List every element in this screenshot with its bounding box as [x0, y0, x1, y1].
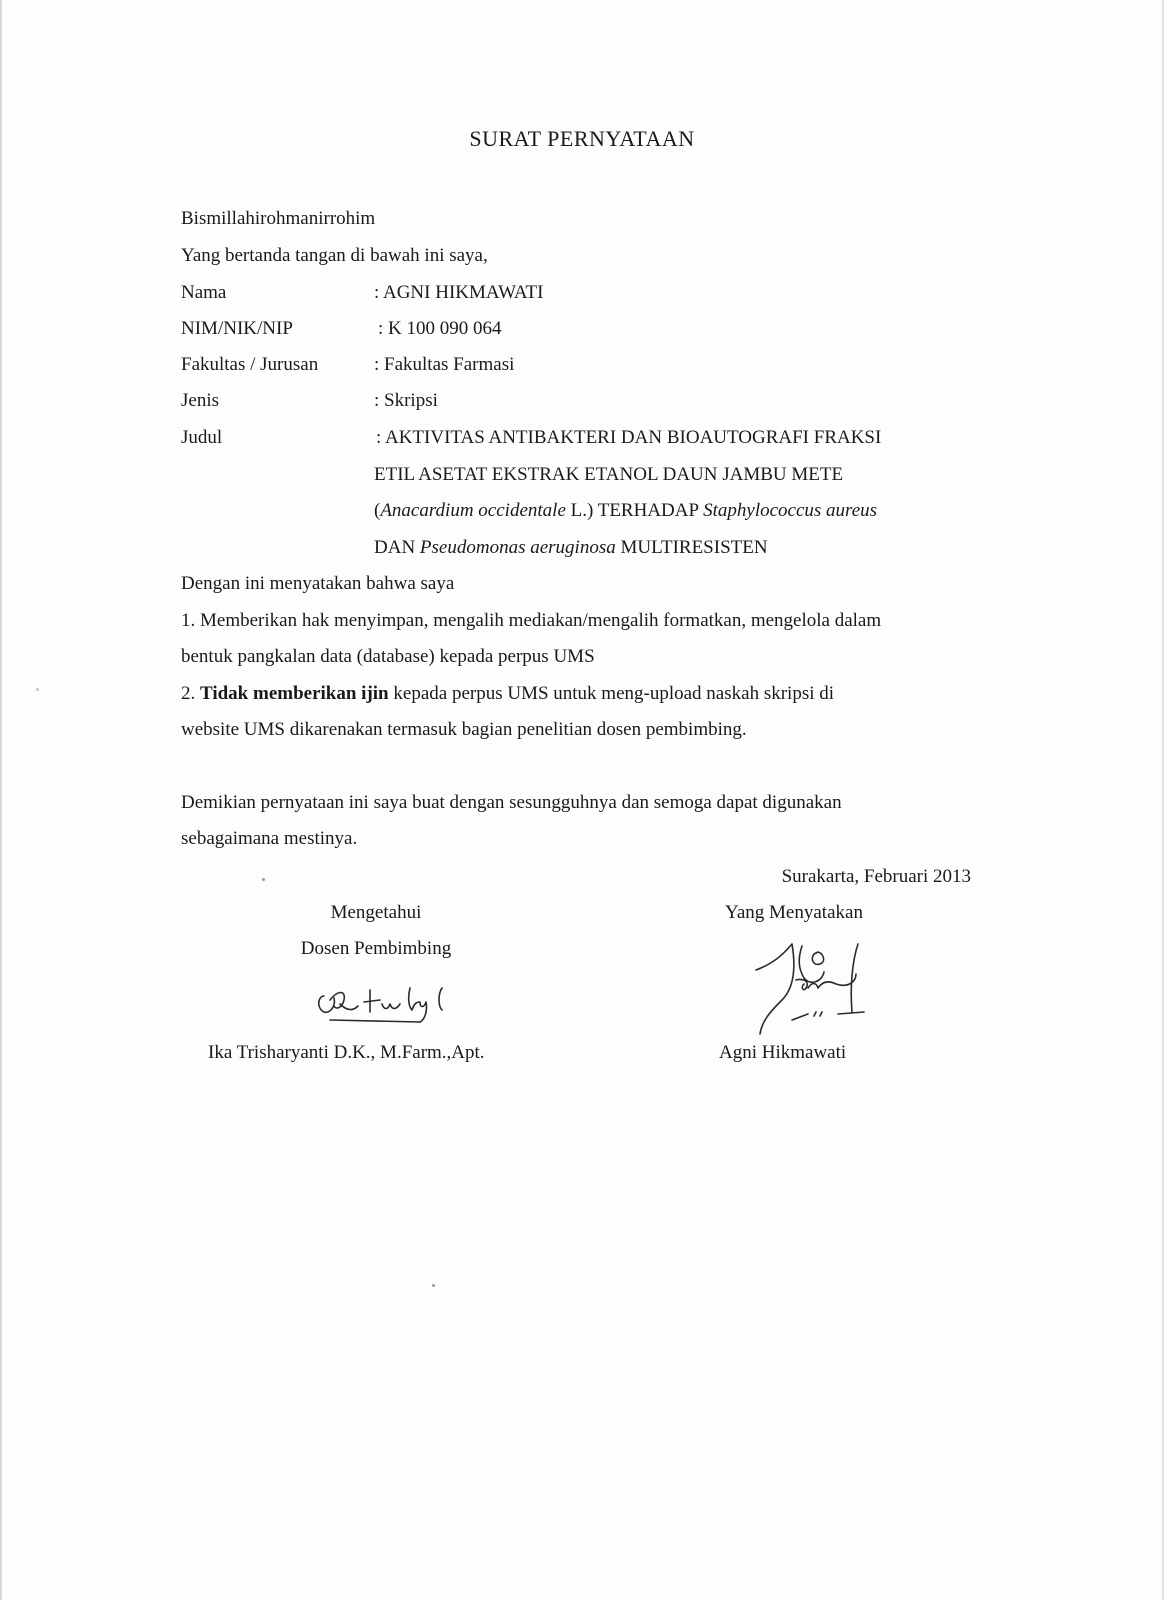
field-label-jenis: Jenis	[181, 390, 219, 411]
scan-speck	[36, 688, 39, 691]
item-1-line-1: 1. Memberikan hak menyimpan, mengalih mediakan/mengalih formatkan, mengelola dalam	[181, 610, 882, 631]
field-value-nama: : AGNI HIKMAWATI	[374, 282, 544, 303]
item-2-rest: kepada perpus UMS untuk meng-upload naskah skripsi di	[388, 683, 835, 704]
left-block-line-2: Dosen Pembimbing	[300, 938, 452, 959]
closing-line-2: sebagaimana mestinya.	[181, 828, 358, 849]
field-value-nim: : K 100 090 064	[378, 318, 502, 339]
judul-line-1: : AKTIVITAS ANTIBAKTERI DAN BIOAUTOGRAFI FRAKSI	[376, 427, 882, 448]
species-staphylococcus: Staphylococcus aureus	[703, 500, 878, 521]
statement-intro: Dengan ini menyatakan bahwa saya	[181, 573, 455, 594]
opening-text: Bismillahirohmanirrohim	[181, 208, 376, 229]
declarant-name: Agni Hikmawati	[719, 1042, 847, 1063]
species-pseudomonas: Pseudomonas aeruginosa	[419, 537, 616, 558]
scan-speck	[262, 878, 265, 881]
item-1-line-2: bentuk pangkalan data (database) kepada perpus UMS	[181, 646, 595, 667]
field-label-judul: Judul	[181, 427, 223, 448]
judul-multiresisten: MULTIRESISTEN	[615, 537, 768, 558]
judul-terhadap: L.) TERHADAP	[565, 500, 704, 521]
species-anacardium: Anacardium occidentale	[380, 500, 566, 521]
item-2-bold: Tidak memberikan ijin	[200, 683, 389, 704]
field-label-nim: NIM/NIK/NIP	[181, 318, 293, 339]
scan-speck	[432, 1284, 435, 1287]
judul-line-4	[374, 537, 768, 559]
judul-dan: DAN	[374, 537, 420, 558]
scan-edge-left	[0, 0, 2, 1600]
supervisor-signature	[310, 976, 480, 1036]
closing-line-1: Demikian pernyataan ini saya buat dengan sesungguhnya dan semoga dapat digunakan	[181, 792, 842, 813]
left-block-line-1: Mengetahui	[330, 902, 422, 923]
judul-line-3	[374, 500, 877, 522]
field-value-jenis: : Skripsi	[374, 390, 438, 411]
field-label-nama: Nama	[181, 282, 227, 303]
field-value-fakultas: : Fakultas Farmasi	[374, 354, 515, 375]
declarant-signature	[752, 938, 892, 1048]
document-title: SURAT PERNYATAAN	[469, 126, 695, 151]
place-date: Surakarta, Februari 2013	[781, 866, 971, 887]
right-block-line-1: Yang Menyatakan	[725, 902, 863, 923]
judul-line-2: ETIL ASETAT EKSTRAK ETANOL DAUN JAMBU METE	[374, 464, 844, 485]
judul-paren: (	[374, 500, 381, 521]
field-label-fakultas: Fakultas / Jurusan	[181, 354, 319, 375]
item-2-line-2: website UMS dikarenakan termasuk bagian penelitian dosen pembimbing.	[181, 719, 747, 740]
supervisor-name: Ika Trisharyanti D.K., M.Farm.,Apt.	[208, 1042, 485, 1063]
item-2-number: 2.	[181, 683, 200, 704]
item-2-line-1	[181, 683, 834, 705]
intro-text: Yang bertanda tangan di bawah ini saya,	[181, 245, 488, 266]
